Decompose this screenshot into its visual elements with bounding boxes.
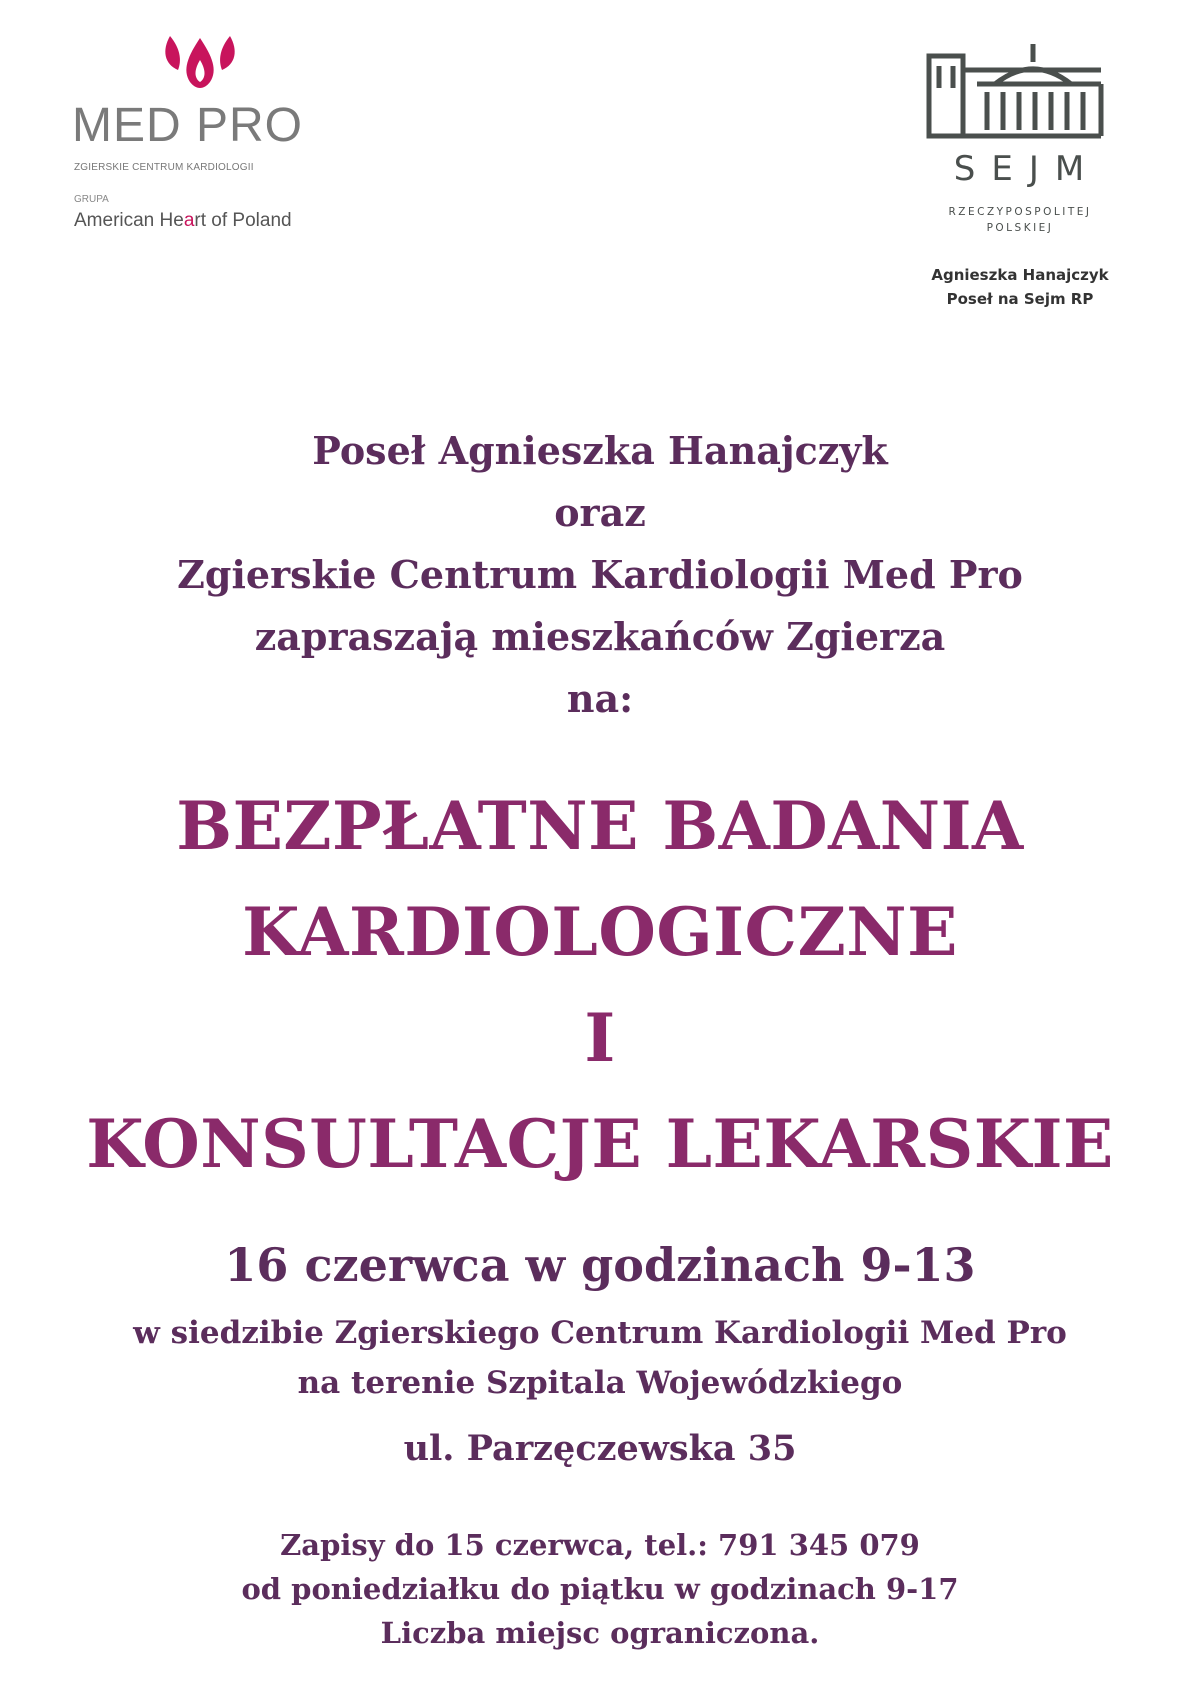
medpro-logo bbox=[72, 30, 332, 240]
registration-line-2: od poniedziałku do piątku w godzinach 9-17 bbox=[241, 1572, 959, 1606]
event-location-1: w siedzibie Zgierskiego Centrum Kardiologii Med Pro bbox=[133, 1315, 1067, 1351]
invitation-line-3: Zgierskie Centrum Kardiologii Med Pro bbox=[177, 552, 1023, 597]
group-name-part2: rt of Poland bbox=[194, 210, 292, 231]
registration-line-1: Zapisy do 15 czerwca, tel.: 791 345 079 bbox=[280, 1528, 920, 1562]
registration-line-3: Liczba miejsc ograniczona. bbox=[380, 1616, 820, 1650]
sejm-name: SEJM bbox=[953, 149, 1101, 189]
medpro-name: MED PRO bbox=[72, 99, 304, 152]
invitation-line-4: zapraszają mieszkańców Zgierza bbox=[254, 614, 946, 659]
headline-line-2: KARDIOLOGICZNE bbox=[242, 893, 958, 971]
invitation-line-2: oraz bbox=[554, 490, 646, 535]
event-date: 16 czerwca w godzinach 9-13 bbox=[224, 1238, 976, 1292]
event-street: ul. Parzęczewska 35 bbox=[403, 1428, 797, 1469]
event-location-2: na terenie Szpitala Wojewódzkiego bbox=[297, 1365, 903, 1401]
sejm-building-icon bbox=[925, 40, 1105, 140]
headline-line-1: BEZPŁATNE BADANIA bbox=[176, 787, 1024, 865]
sejm-logo bbox=[905, 40, 1135, 330]
group-name-part1: American He bbox=[74, 210, 184, 231]
sejm-role: Poseł na Sejm RP bbox=[946, 290, 1094, 308]
invitation-line-5: na: bbox=[566, 676, 634, 721]
headline-line-3: I bbox=[584, 999, 616, 1077]
medpro-group-name bbox=[74, 210, 292, 232]
group-name-highlight: a bbox=[183, 210, 195, 231]
sejm-line2: POLSKIEJ bbox=[986, 222, 1054, 234]
sejm-line1: RZECZYPOSPOLITEJ bbox=[948, 206, 1092, 218]
medpro-group-label: GRUPA bbox=[74, 194, 109, 205]
headline-line-4: KONSULTACJE LEKARSKIE bbox=[86, 1105, 1114, 1183]
invitation-line-1: Poseł Agnieszka Hanajczyk bbox=[312, 428, 888, 473]
medpro-subtitle: ZGIERSKIE CENTRUM KARDIOLOGII bbox=[74, 162, 254, 173]
medpro-drops-icon bbox=[160, 30, 240, 92]
sejm-person: Agnieszka Hanajczyk bbox=[931, 266, 1109, 284]
